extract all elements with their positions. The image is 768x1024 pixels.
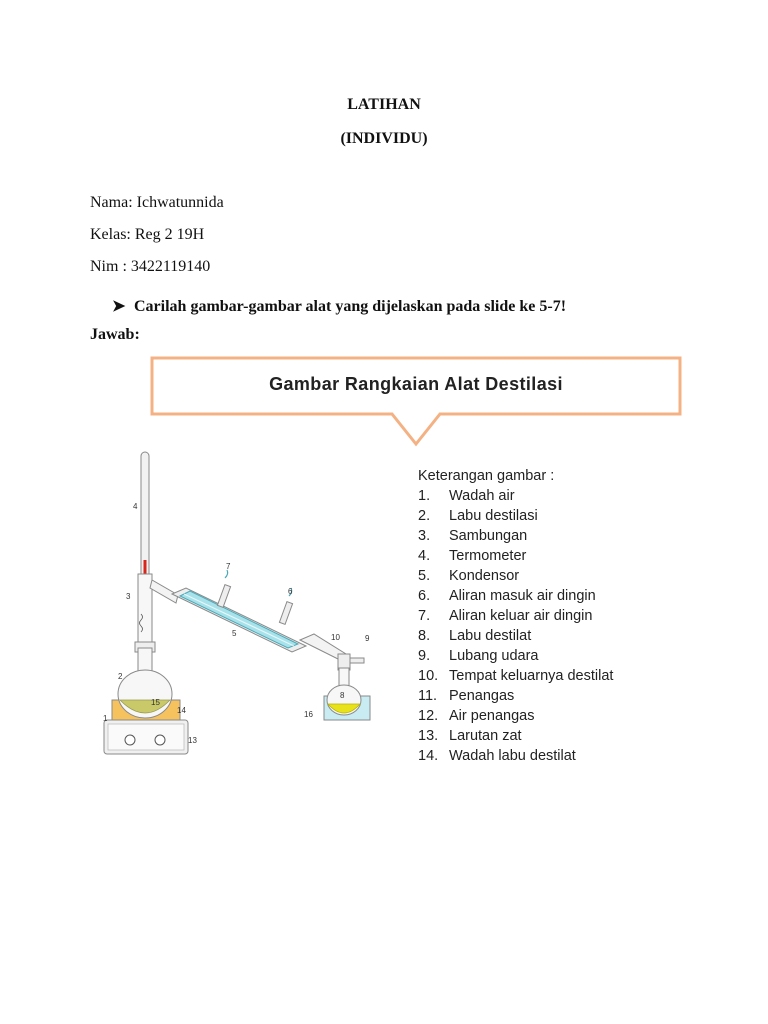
legend-item: 8. Labu destilat <box>418 628 532 644</box>
page-subtitle: (INDIVIDU) <box>340 130 428 147</box>
part-label: 13 <box>188 736 197 745</box>
part-label: 1 <box>103 714 108 723</box>
figure-title: Gambar Rangkaian Alat Destilasi <box>269 374 563 394</box>
legend-item: 2. Labu destilasi <box>418 508 538 524</box>
part-label: 9 <box>365 634 370 643</box>
legend-item: 13. Larutan zat <box>418 728 522 744</box>
answer-label: Jawab: <box>90 326 140 343</box>
receiver-flask-icon <box>324 668 370 720</box>
part-label: 10 <box>331 633 340 642</box>
part-label: 14 <box>177 706 186 715</box>
legend-item: 12. Air penangas <box>418 708 535 724</box>
banner-callout <box>152 358 680 444</box>
legend-item: 10. Tempat keluarnya destilat <box>418 668 614 684</box>
legend-item: 11. Penangas <box>418 688 515 704</box>
part-label: 2 <box>118 672 123 681</box>
part-label: 7 <box>226 562 231 571</box>
legend-item: 14. Wadah labu destilat <box>418 748 576 764</box>
student-name: Nama: Ichwatunnida <box>90 194 224 211</box>
arrow-bullet-icon: ➤ <box>112 298 126 315</box>
part-label: 5 <box>232 629 237 638</box>
student-class: Kelas: Reg 2 19H <box>90 226 205 243</box>
part-label: 16 <box>304 710 313 719</box>
legend-item: 7. Aliran keluar air dingin <box>418 608 593 624</box>
figure-legend <box>418 466 613 766</box>
legend-item: 9. Lubang udara <box>418 648 539 664</box>
legend-item: 5. Kondensor <box>418 568 520 584</box>
page-title: LATIHAN <box>347 96 421 113</box>
part-label: 8 <box>340 691 345 700</box>
legend-item: 4. Termometer <box>418 548 527 564</box>
part-label: 15 <box>151 698 160 707</box>
legend-item: 6. Aliran masuk air dingin <box>418 588 596 604</box>
air-hole-icon <box>350 658 364 663</box>
student-nim: Nim : 3422119140 <box>90 258 211 275</box>
distillation-flask-icon <box>118 648 172 718</box>
part-label: 6 <box>288 587 293 596</box>
legend-title: Keterangan gambar : <box>418 468 555 484</box>
task-text: Carilah gambar-gambar alat yang dijelaskan pada slide ke 5-7! <box>134 298 567 315</box>
hot-plate-icon <box>104 720 188 754</box>
legend-item: 3. Sambungan <box>418 528 528 544</box>
water-outlet-icon <box>217 570 230 607</box>
part-label: 3 <box>126 592 131 601</box>
legend-item: 1. Wadah air <box>418 488 515 504</box>
part-label: 4 <box>133 502 138 511</box>
